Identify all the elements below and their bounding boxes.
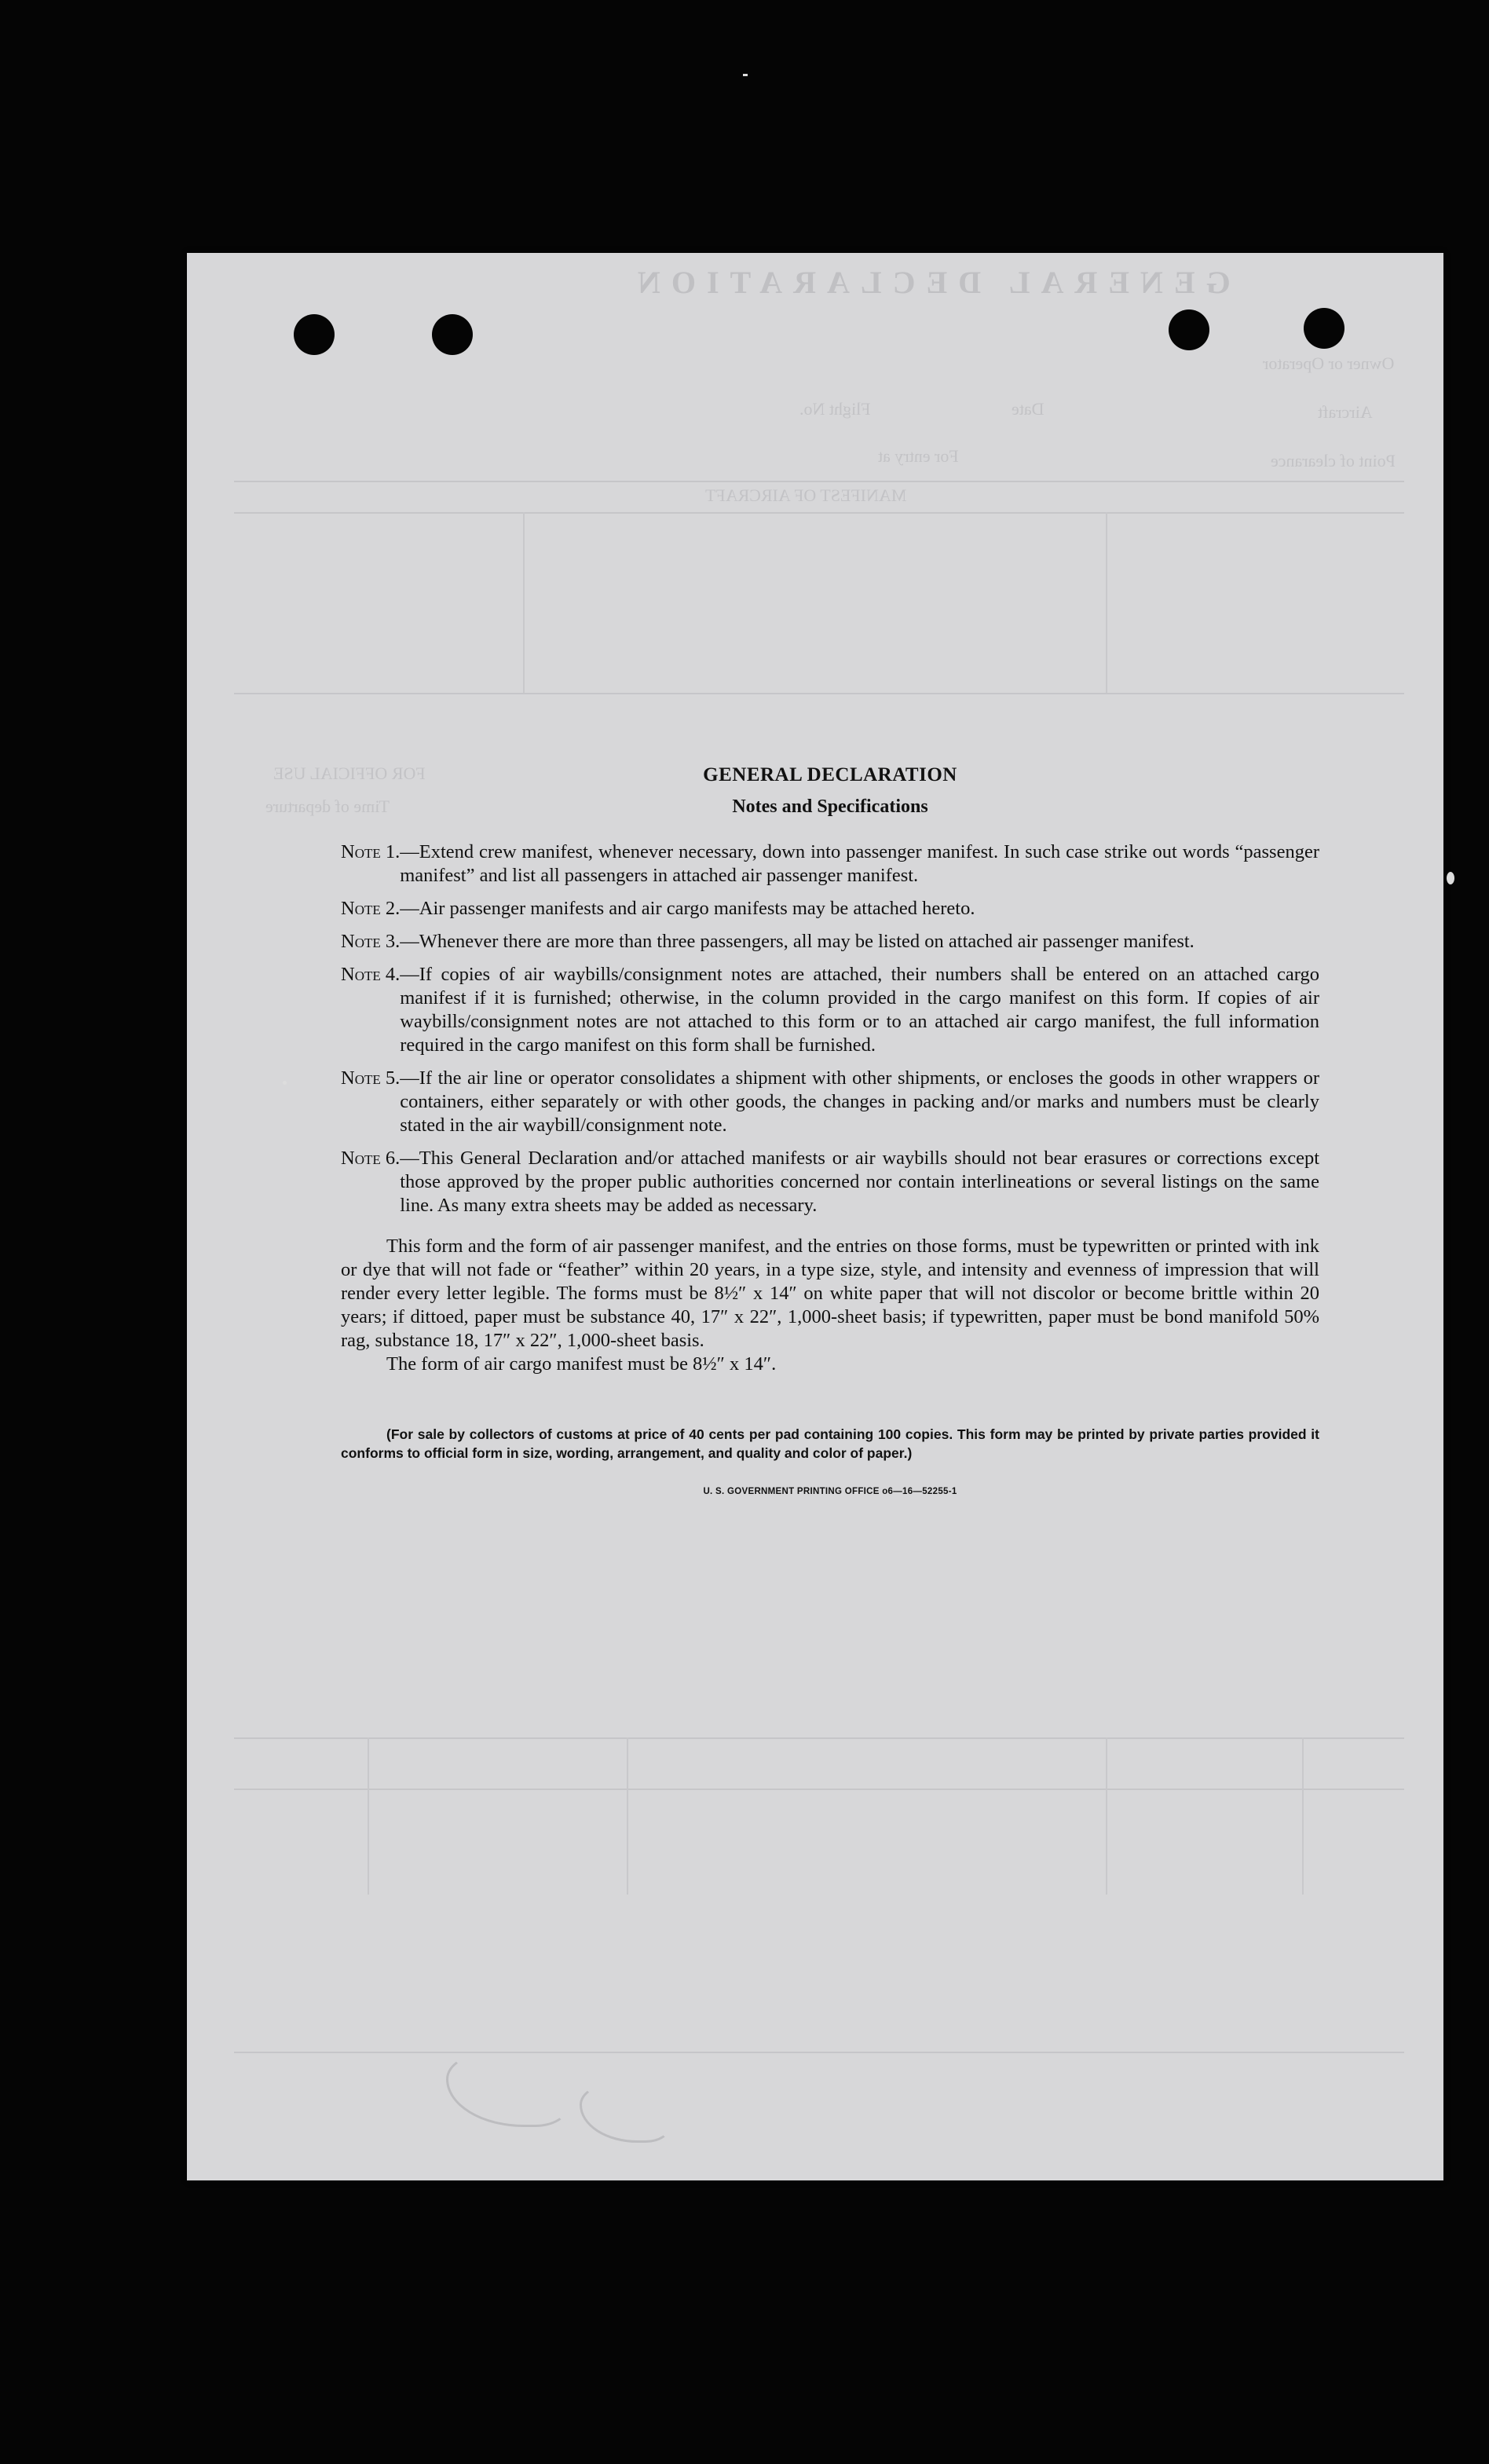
bleed-through-flight-label: Flight No. <box>799 399 871 419</box>
bleed-through-column-rule <box>523 512 525 693</box>
bleed-through-owner-label: Owner or Operator <box>1263 353 1395 373</box>
bleed-through-rule <box>234 1737 1404 1739</box>
bleed-through-rule <box>234 1789 1404 1790</box>
bleed-through-rule <box>234 512 1404 514</box>
note-label: Note 1. <box>341 841 401 862</box>
note-label: Note 5. <box>341 1067 401 1089</box>
bleed-through-rule <box>234 481 1404 482</box>
bleed-through-rule <box>234 693 1404 694</box>
form-specification-paragraph: This form and the form of air passenger manifest, and the entries on those forms, must be typewritten or printed with ink or dye that will not fade or “feather” within 20 years, in a type size, style, and intensity and evenness of impression that will render every letter legible. The forms must be 8½″ x 14″ on white paper that will not discolor or become brittle within 20 years; if dittoed, paper must be substance 40, 17″ x 22″, 1,000-sheet basis; if typewritten, paper must be bond manifold 50% rag, substance 18, 17″ x 22″, 1,000-sheet basis. <box>341 1236 1319 1351</box>
note-text: —Whenever there are more than three passengers, all may be listed on attached air passenger manifest. <box>400 931 1194 952</box>
bleed-through-official-use: FOR OFFICIAL USE <box>273 763 426 783</box>
note-text: —This General Declaration and/or attached manifests or air waybills should not bear erasures or corrections except those approved by the proper public authorities concerned nor contain interlineations or several listings on the same line. As many extra sheets may be added as necessary. <box>400 1148 1319 1216</box>
general-declaration-notes <box>341 763 1319 1503</box>
bleed-through-rule <box>234 2052 1404 2053</box>
bleed-through-signature <box>446 2052 569 2127</box>
scan-speck <box>283 1081 287 1085</box>
bleed-through-column-rule <box>627 1737 628 1895</box>
note-2 <box>341 897 1319 921</box>
punch-hole <box>1304 308 1344 349</box>
note-4 <box>341 963 1319 1057</box>
bleed-through-time-departure: Time of departure <box>265 796 390 816</box>
bleed-through-signature <box>580 2083 671 2143</box>
printing-office-imprint: U. S. GOVERNMENT PRINTING OFFICE o6—16—52255-1 <box>703 1487 957 1496</box>
sale-notice: (For sale by collectors of customs at price of 40 cents per pad containing 100 copies. This form may be printed by private parties provided it conforms to official form in size, wording, arrangement, and quality and color of paper.) <box>341 1426 1319 1461</box>
note-label: Note 6. <box>341 1148 401 1169</box>
bleed-through-aircraft-label: Aircraft <box>1318 402 1373 422</box>
bleed-through-entry-label: For entry at <box>878 446 959 466</box>
note-label: Note 3. <box>341 931 401 952</box>
bleed-through-crew-header: MANIFEST OF AIRCRAFT <box>705 485 907 505</box>
cargo-manifest-size: The form of air cargo manifest must be 8½″ x 14″. <box>386 1353 777 1375</box>
note-6 <box>341 1147 1319 1217</box>
bleed-through-column-rule <box>1106 1737 1107 1895</box>
note-1 <box>341 840 1319 888</box>
bleed-through-column-rule <box>368 1737 369 1895</box>
note-label: Note 4. <box>341 964 401 985</box>
note-text: —If the air line or operator consolidates a shipment with other shipments, or encloses the goods in other wrappers or containers, either separately or with other goods, the changes in packing and/or marks and numbers must be clearly stated in the air waybill/consignment note. <box>400 1067 1319 1136</box>
bleed-through-date-label: Date <box>1012 399 1044 419</box>
declaration-subtitle: Notes and Specifications <box>732 796 928 817</box>
punch-hole <box>1169 309 1209 350</box>
bleed-through-title: GENERAL DECLARATION <box>627 265 1231 300</box>
note-5 <box>341 1067 1319 1137</box>
punch-hole <box>432 314 473 355</box>
scan-speck <box>743 74 748 76</box>
scan-speck <box>1447 872 1454 884</box>
note-text: —If copies of air waybills/consignment notes are attached, their numbers shall be entered on an attached cargo manifest if it is furnished; otherwise, in the column provided in the cargo manifest on this form. If copies of air waybills/consignment notes are not attached to this form or to an attached air cargo manifest, the full information required in the cargo manifest on this form shall be furnished. <box>400 964 1319 1056</box>
note-label: Note 2. <box>341 898 401 919</box>
note-3 <box>341 930 1319 954</box>
bleed-through-clearance-label: Point of clearance <box>1271 451 1396 470</box>
punch-hole <box>294 314 335 355</box>
bleed-through-column-rule <box>1302 1737 1304 1895</box>
note-text: —Extend crew manifest, whenever necessary, down into passenger manifest. In such case strike out words “passenger manifest” and list all passengers in attached air passenger manifest. <box>400 841 1319 886</box>
bleed-through-column-rule <box>1106 512 1107 693</box>
declaration-title: GENERAL DECLARATION <box>703 764 957 785</box>
note-text: —Air passenger manifests and air cargo manifests may be attached hereto. <box>400 898 975 919</box>
